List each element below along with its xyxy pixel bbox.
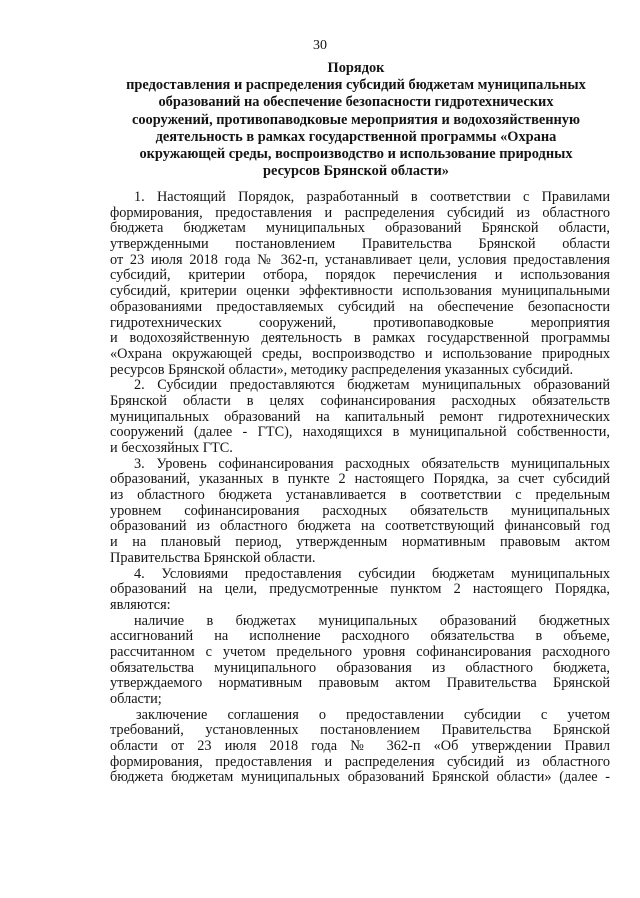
condition-2-line: области от 23 июля 2018 года № 362-п «Об утверждении Правил [110,738,610,755]
condition-1-line: наличие в бюджетах муниципальных образований бюджетных [134,612,610,629]
paragraph-3-line: образований, указанных в пункте 2 настоящего Порядка, за счет субсидий [110,471,610,488]
paragraph-3-line: из областного бюджета устанавливается в соответствии с предельным [110,487,610,504]
title-line: сооружений, противопаводковые мероприятия и водохозяйственную [131,111,581,128]
paragraph-1-line: гидротехнических сооружений, противопаводковые мероприятия [110,314,610,331]
paragraph-1-line: формирования, предоставления и распределения субсидий из областного [110,204,610,221]
paragraph-1-line: образованиями предоставляемых субсидий на обеспечение безопасности [110,298,610,315]
condition-2-line: заключение соглашения о предоставлении субсидии с учетом [136,706,610,723]
paragraph-2-line: муниципальных образований на капитальный ремонт гидротехнических [110,408,610,425]
title-line: деятельность в рамках государственной программы «Охрана [155,128,557,145]
paragraph-1-line: ресурсов Брянской области», методику распределения указанных субсидий. [110,361,574,378]
paragraph-2-line: 2. Субсидии предоставляются бюджетам муниципальных образований [134,377,610,394]
paragraph-4-line: образований на цели, предусмотренные пунктом 2 настоящего Порядка, [110,581,610,598]
paragraph-2-line: и бесхозяйных ГТС. [110,440,233,456]
paragraph-3-line: 3. Уровень софинансирования расходных обязательств муниципальных [134,455,610,472]
paragraph-1-line: от 23 июля 2018 года № 362-п, устанавливает цели, условия предоставления [110,251,610,268]
paragraph-1-line: субсидий, критерии оценки эффективности использования муниципальными [110,283,610,300]
title-line: образований на обеспечение безопасности гидротехнических [158,94,554,111]
condition-1-line: области; [110,691,162,707]
paragraph-3-line: уровнем софинансирования расходных обязательств муниципальных [110,502,610,519]
page-number: 30 [313,38,327,53]
title-line: окружающей среды, воспроизводство и использование природных [139,146,573,163]
paragraph-2-line: сооружений (далее - ГТС), находящихся в муниципальной собственности, [110,424,610,441]
title-line: Порядок [327,60,385,76]
paragraph-2-line: Брянской области в целях софинансирования расходных обязательств [110,392,610,409]
paragraph-1-line: бюджета бюджетам муниципальных образований Брянской области, [110,220,610,237]
condition-1-line: ассигнований на исполнение расходного обязательства в объеме, [110,628,610,645]
paragraph-3-line: образований из областного бюджета на соответствующий финансовый год [110,518,610,535]
document-body [110,190,610,786]
paragraph-4-line: являются: [110,596,171,613]
condition-2-line: требований, установленных постановлением Правительства Брянской [110,722,610,739]
paragraph-1-line: 1. Настоящий Порядок, разработанный в соответствии с Правилами [134,189,610,205]
paragraph-1-line: «Охрана окружающей среды, воспроизводство и использование природных [110,345,610,362]
title-line: ресурсов Брянской области» [263,163,449,180]
paragraph-3-line: и на плановый период, утвержденным нормативным правовым актом [110,534,610,551]
condition-2-line: формирования, предоставления и распределения субсидий из областного [110,753,610,770]
paragraph-3-line: Правительства Брянской области. [110,549,316,566]
paragraph-1-line: утвержденными постановлением Правительства Брянской области [110,236,610,253]
title-line: предоставления и распределения субсидий бюджетам муниципальных [126,77,586,94]
paragraph-1-line: субсидий, критерии отбора, порядок перечисления и использования [110,267,610,284]
condition-1-line: утверждаемого нормативным правовым актом Правительства Брянской [110,675,610,692]
condition-1-line: обязательства муниципального образования из областного бюджета, [110,659,610,676]
condition-1-line: рассчитанном с учетом предельного уровня софинансирования расходного [110,643,610,660]
condition-2-line: бюджета бюджетам муниципальных образований Брянской области» (далее - [110,769,610,786]
paragraph-1-line: и водохозяйственную деятельность в рамках государственной программы [110,330,610,347]
paragraph-4-line: 4. Условиями предоставления субсидии бюджетам муниципальных [134,565,610,582]
document-title [96,60,616,180]
